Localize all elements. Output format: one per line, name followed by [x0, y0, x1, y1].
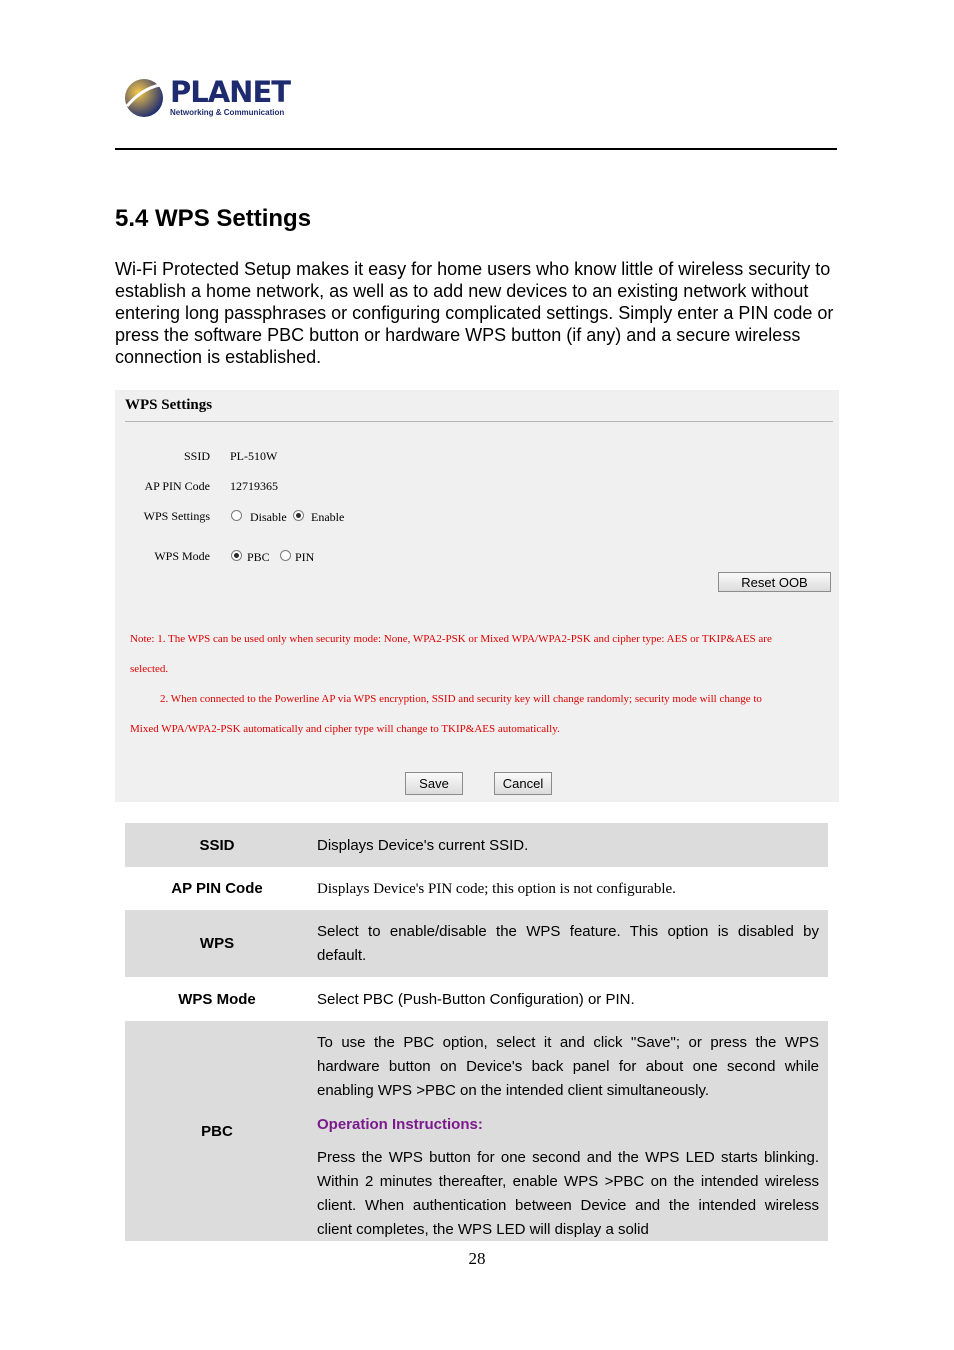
row-pin-desc: Displays Device's PIN code; this option is not configurable.	[317, 881, 676, 897]
section-title: 5.4 WPS Settings	[115, 205, 312, 232]
brand-tagline: Networking & Communication	[170, 108, 285, 117]
mode-pbc-radio[interactable]	[231, 550, 242, 561]
ssid-value: PL-510W	[230, 449, 278, 463]
page-number: 28	[468, 1249, 486, 1268]
row-wps-name: WPS	[199, 935, 235, 952]
wps-disable-label: Disable	[250, 510, 287, 524]
wps-mode-label: WPS Mode	[154, 549, 210, 563]
intro-paragraph: Wi-Fi Protected Setup makes it easy for home users who know little of wireless security to establish a home network, as well as to add new devices to an existing network without entering long passphrases or configuring complicated settings. Simply enter a PIN code or press the software PBC button or hardware WPS button (if any) and a secure wireless connection is established.	[115, 259, 834, 367]
wps-settings-panel	[115, 390, 839, 802]
note-line-1: Note: 1. The WPS can be used only when security mode: None, WPA2-PSK or Mixed WPA/WPA2-PSK and cipher type: AES or TKIP&AES are	[130, 633, 772, 645]
wps-enable-label: Enable	[311, 510, 345, 524]
row-ssid-name: SSID	[199, 837, 235, 854]
row-wps-mode-desc: Select PBC (Push-Button Configuration) or PIN.	[317, 991, 635, 1008]
pin-value: 12719365	[230, 479, 278, 493]
row-pbc-desc2: Press the WPS button for one second and the WPS LED starts blinking. Within 2 minutes thereafter, enable WPS >PBC on the intended wireless client. When authentication between Device and the intended wireless client completes, the WPS LED will display a solid	[317, 1149, 819, 1238]
row-ssid-desc: Displays Device's current SSID.	[317, 837, 529, 854]
panel-divider	[125, 421, 833, 422]
row-pbc-name: PBC	[201, 1123, 233, 1140]
wps-enable-radio[interactable]	[293, 510, 304, 521]
brand-name: PLANET	[170, 75, 291, 109]
header-rule	[115, 148, 837, 150]
mode-pin-radio[interactable]	[280, 550, 291, 561]
row-pbc-desc: To use the PBC option, select it and click "Save"; or press the WPS hardware button on Device's back panel for about one second while enabling WPS >PBC on the intended client simultaneously.	[317, 1034, 819, 1099]
wps-disable-radio[interactable]	[231, 510, 242, 521]
note-line-2: selected.	[130, 663, 169, 675]
row-wps-mode-name: WPS Mode	[178, 991, 256, 1008]
ssid-label: SSID	[183, 449, 210, 463]
save-button[interactable]: Save	[405, 772, 463, 795]
pin-label: AP PIN Code	[144, 479, 210, 493]
mode-pin-label: PIN	[295, 550, 315, 564]
panel-title: WPS Settings	[125, 397, 213, 413]
reset-oob-button[interactable]: Reset OOB	[718, 572, 831, 592]
note-line-3: 2. When connected to the Powerline AP via WPS encryption, SSID and security key will change randomly; security mode will change to	[160, 693, 762, 705]
mode-pbc-label: PBC	[247, 550, 270, 564]
operation-instructions-heading: Operation Instructions:	[317, 1116, 483, 1133]
row-wps-desc: Select to enable/disable the WPS feature. This option is disabled by default.	[317, 923, 819, 964]
note-line-4: Mixed WPA/WPA2-PSK automatically and cipher type will change to TKIP&AES automatically.	[130, 723, 560, 735]
cancel-button[interactable]: Cancel	[494, 772, 552, 795]
row-pbc-desc2-clip	[317, 1146, 819, 1241]
wps-settings-label: WPS Settings	[143, 509, 210, 523]
row-pin-name: AP PIN Code	[171, 880, 263, 897]
